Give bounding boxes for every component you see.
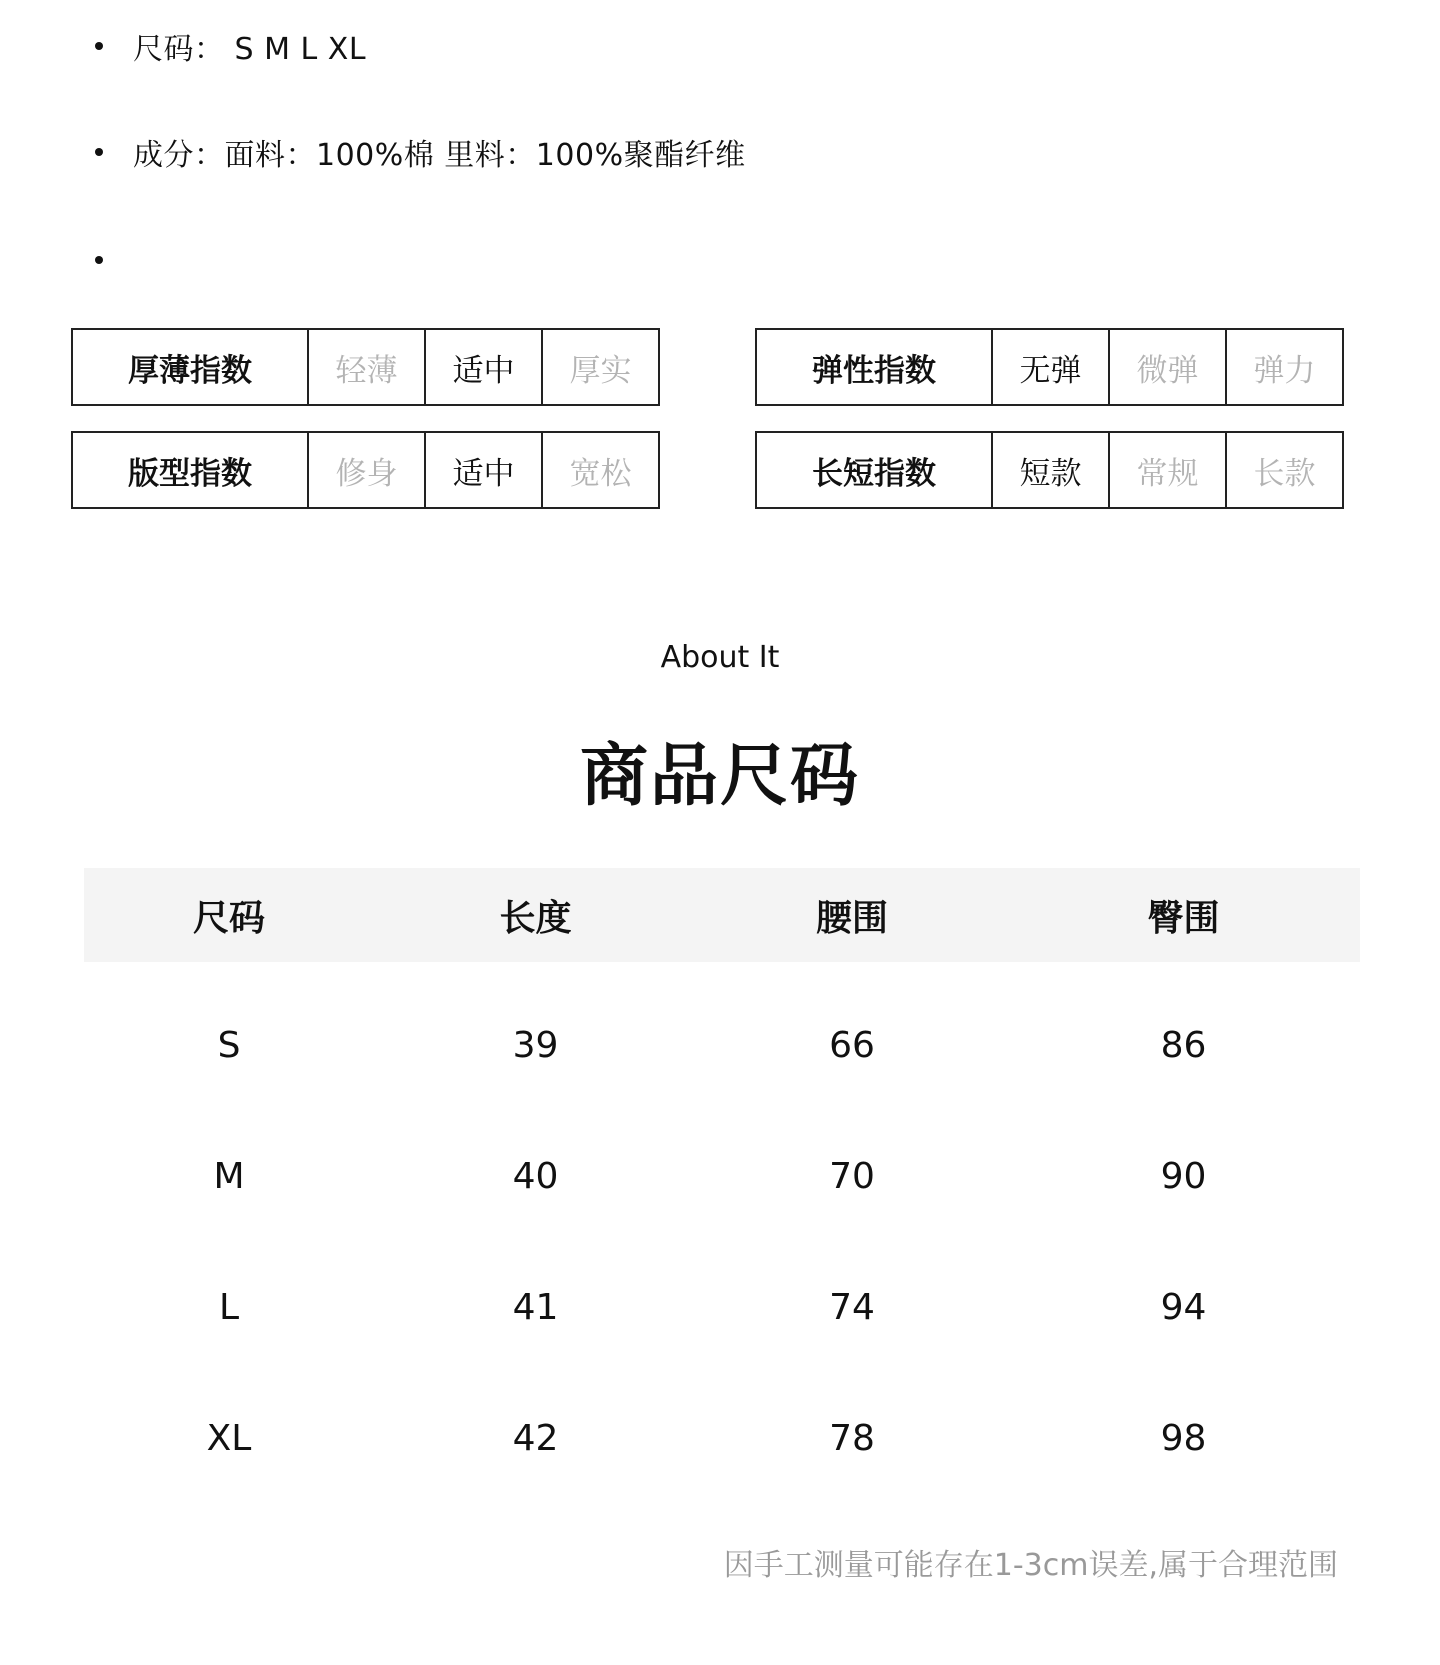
header-hip: 臀围 (1147, 897, 1220, 939)
attr-option-selected: 短款 (991, 433, 1108, 507)
attr-option-selected: 适中 (424, 433, 541, 507)
attr-option: 修身 (307, 433, 424, 507)
attr-table-elasticity (755, 328, 1344, 406)
cell-hip: 90 (1160, 1156, 1207, 1197)
bullet-dot (95, 148, 103, 156)
cell-length: 40 (512, 1156, 559, 1197)
cell-length: 41 (512, 1287, 559, 1328)
bullet-empty (95, 230, 133, 290)
attr-table-length (755, 431, 1344, 509)
bullet-dot (95, 256, 103, 264)
header-length: 长度 (499, 897, 572, 939)
section-title: 商品尺码 (579, 737, 860, 816)
bullet-text: 尺码： S M L XL (133, 32, 367, 67)
cell-hip: 94 (1160, 1287, 1207, 1328)
attr-table-fit (71, 431, 660, 509)
measurement-note: 因手工测量可能存在1-3cm误差,属于合理范围 (723, 1548, 1338, 1583)
cell-size: M (213, 1156, 245, 1197)
attr-option-selected: 适中 (424, 330, 541, 404)
bullet-material (95, 122, 746, 182)
cell-length: 39 (512, 1025, 559, 1066)
attr-option: 微弹 (1108, 330, 1225, 404)
cell-hip: 98 (1160, 1418, 1207, 1459)
attr-table-thickness (71, 328, 660, 406)
header-waist: 腰围 (815, 897, 888, 939)
cell-waist: 70 (829, 1156, 875, 1197)
attr-label: 长短指数 (812, 455, 936, 492)
attr-option: 宽松 (541, 433, 658, 507)
attr-option: 长款 (1225, 433, 1342, 507)
cell-size: XL (206, 1418, 252, 1459)
cell-waist: 78 (829, 1418, 875, 1459)
size-table-header (84, 868, 1360, 962)
table-row (84, 980, 1360, 1111)
cell-waist: 74 (829, 1287, 875, 1328)
size-table-body (84, 980, 1360, 1504)
table-row (84, 1111, 1360, 1242)
bullet-dot (95, 42, 103, 50)
cell-length: 42 (512, 1418, 559, 1459)
attr-option: 厚实 (541, 330, 658, 404)
table-row (84, 1373, 1360, 1504)
cell-size: S (217, 1025, 241, 1066)
attr-option: 常规 (1108, 433, 1225, 507)
section-subtitle: About It (660, 640, 780, 675)
attr-option: 弹力 (1225, 330, 1342, 404)
cell-size: L (218, 1287, 240, 1328)
attr-option: 轻薄 (307, 330, 424, 404)
cell-waist: 66 (829, 1025, 875, 1066)
size-table (84, 868, 1360, 1504)
attr-label: 厚薄指数 (128, 352, 252, 389)
bullet-size (95, 16, 366, 76)
cell-hip: 86 (1160, 1025, 1207, 1066)
bullet-text: 成分：面料：100%棉 里料：100%聚酯纤维 (133, 138, 746, 173)
attr-option-selected: 无弹 (991, 330, 1108, 404)
attr-label: 弹性指数 (812, 352, 936, 389)
attr-label: 版型指数 (128, 455, 252, 492)
table-row (84, 1242, 1360, 1373)
header-size: 尺码 (192, 897, 265, 939)
